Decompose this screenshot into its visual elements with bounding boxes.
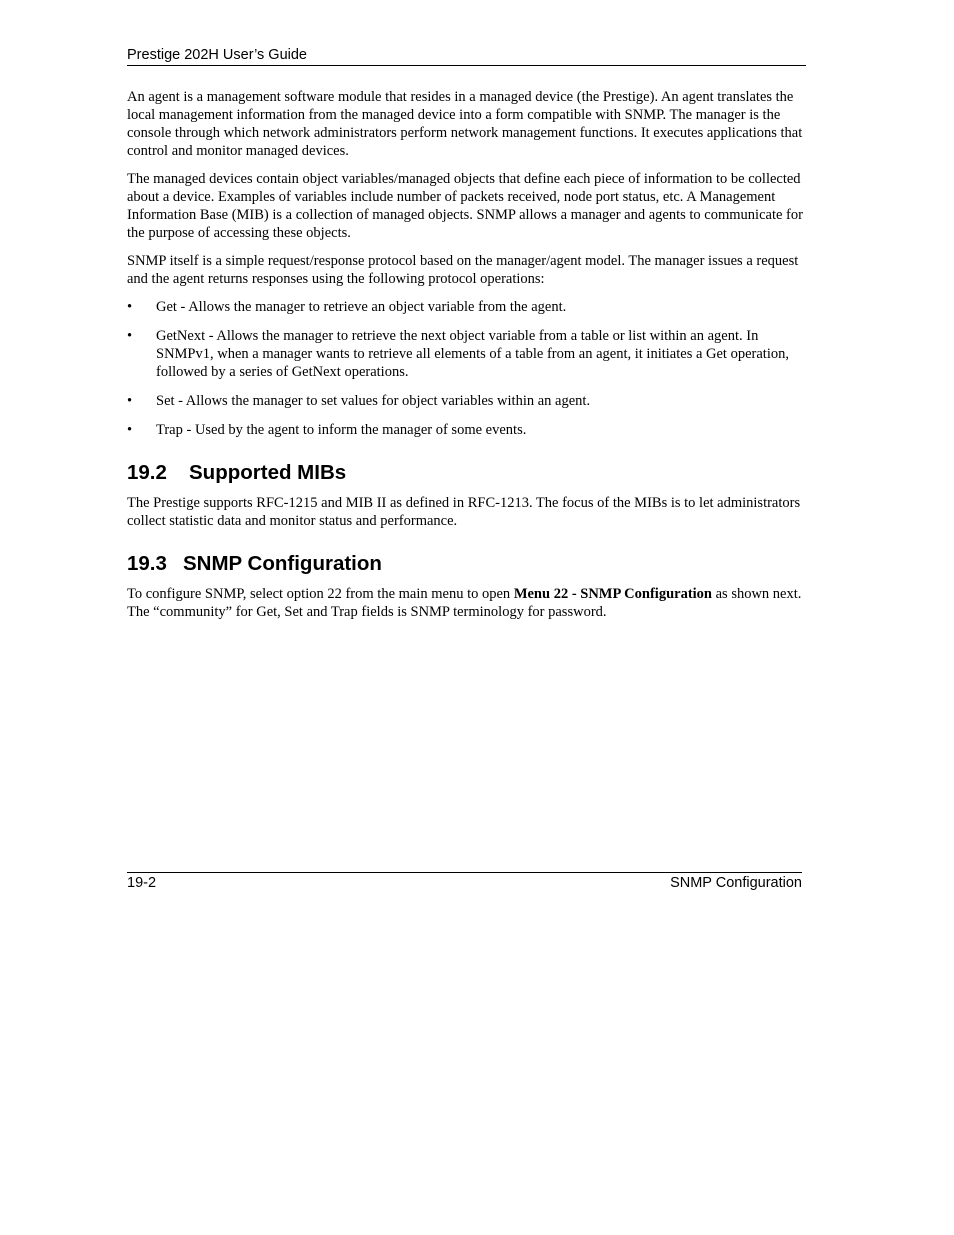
- header-title: Prestige 202H User’s Guide: [127, 47, 307, 63]
- list-item: [127, 327, 807, 381]
- list-item: [127, 421, 807, 439]
- section-title: Supported MIBs: [189, 461, 347, 484]
- list-item-text: Get - Allows the manager to retrieve an object variable from the agent.: [156, 299, 567, 315]
- section-heading-snmp-configuration: [127, 552, 807, 576]
- page-number: 19-2: [127, 875, 157, 891]
- list-item-text: Trap - Used by the agent to inform the manager of some events.: [156, 422, 527, 438]
- paragraph-agent: An agent is a management software module that resides in a managed device (the Prestige). An agent translates the local management information from the managed device into a form compatible with SNMP. The manager is the console through which network administrators perform network management functions. It executes applications that control and monitor managed devices.: [127, 89, 803, 159]
- section-title: SNMP Configuration: [183, 552, 382, 575]
- operations-list: [127, 298, 807, 439]
- bullet-icon: •: [127, 299, 133, 315]
- config-text-before: To configure SNMP, select option 22 from the main menu to open: [127, 586, 514, 602]
- page-footer: [127, 872, 802, 891]
- section-heading-supported-mibs: [127, 461, 807, 485]
- page-content: [127, 88, 807, 631]
- section-number: 19.2: [127, 461, 167, 484]
- list-item: [127, 298, 807, 316]
- paragraph-supported-mibs: The Prestige supports RFC-1215 and MIB II as defined in RFC-1213. The focus of the MIBs is to let administrators collect statistic data and monitor status and performance.: [127, 495, 801, 529]
- list-item: [127, 392, 807, 410]
- paragraph-snmp-configuration: [127, 585, 807, 621]
- paragraph-managed-devices: The managed devices contain object variables/managed objects that define each piece of information to be collected about a device. Examples of variables include number of packets received, node port status, etc. A Management Information Base (MIB) is a collection of managed objects. SNMP allows a manager and agents to communicate for the purpose of accessing these objects.: [127, 171, 803, 241]
- page-header: [127, 47, 806, 66]
- paragraph-protocol: SNMP itself is a simple request/response protocol based on the manager/agent model. The manager issues a request and the agent returns responses using the following protocol operations:: [127, 253, 799, 287]
- config-text-after: as shown next. The “community” for Get, Set and Trap fields is SNMP terminology for password.: [127, 586, 802, 620]
- bullet-icon: •: [127, 328, 133, 344]
- bullet-icon: •: [127, 393, 133, 409]
- menu-reference: Menu 22 - SNMP Configuration: [513, 586, 712, 602]
- list-item-text: GetNext - Allows the manager to retrieve the next object variable from a table or list within an agent. In SNMPv1, when a manager wants to retrieve all elements of a table from an agent, it initiates a Get operation, followed by a series of GetNext operations.: [156, 328, 789, 380]
- footer-chapter: SNMP Configuration: [670, 875, 802, 891]
- section-number: 19.3: [127, 552, 167, 575]
- list-item-text: Set - Allows the manager to set values for object variables within an agent.: [156, 393, 591, 409]
- bullet-icon: •: [127, 422, 133, 438]
